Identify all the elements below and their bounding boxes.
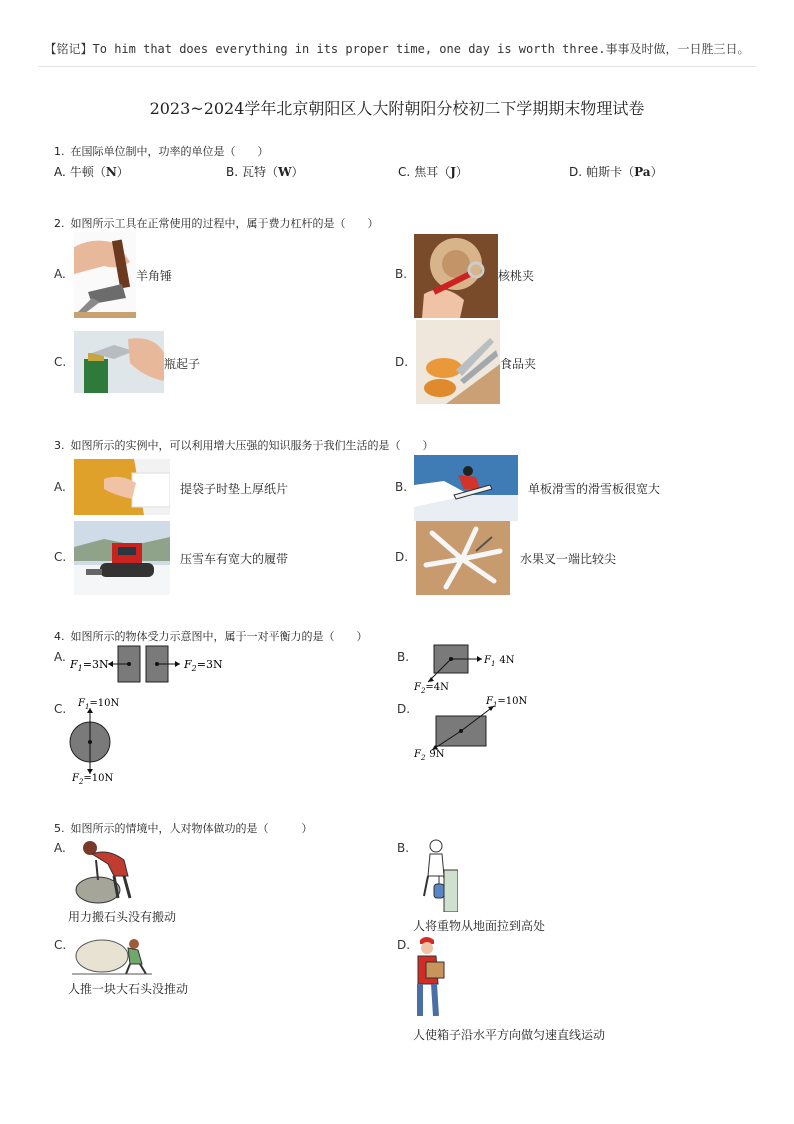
q5-option-d-label[interactable]: D. <box>397 938 411 952</box>
q4-option-c-label[interactable]: C. <box>54 702 67 716</box>
carrying-box-image <box>412 934 448 1020</box>
lifting-rock-image <box>68 836 144 906</box>
question-3-stem: 3. 如图所示的实例中，可以利用增大压强的知识服务于我们生活的是（ ） <box>54 439 434 452</box>
q1-option-c[interactable]: C. 焦耳（J） <box>398 165 468 179</box>
q2-option-c-label[interactable]: C. <box>54 355 67 369</box>
svg-text:F14N: $F_1$ 4N <box>484 655 515 668</box>
q2-option-a-label[interactable]: A. <box>54 267 66 281</box>
nutcracker-image <box>414 234 498 318</box>
q1-option-d[interactable]: D. 帕斯卡（Pa） <box>569 165 663 179</box>
q5-option-b-label[interactable]: B. <box>397 841 410 855</box>
q2-option-d-caption: 食品夹 <box>500 357 537 371</box>
q5-option-d-caption: 人使箱子沿水平方向做匀速直线运动 <box>413 1028 606 1042</box>
q2-option-d-label[interactable]: D. <box>395 355 409 369</box>
svg-text:F1=10N: $F_1=10N$ <box>78 698 120 711</box>
question-4-stem: 4. 如图所示的物体受力示意图中，属于一对平衡力的是（ ） <box>54 630 368 643</box>
question-1-stem: 1. 在国际单位制中，功率的单位是（ ） <box>54 145 269 158</box>
snow-groomer-image <box>74 521 170 595</box>
snowboard-image <box>414 455 518 521</box>
svg-text:F1=10N: $F_1=10N$ <box>486 696 528 709</box>
q2-option-b-label[interactable]: B. <box>395 267 408 281</box>
q4-option-a-label[interactable]: A. <box>54 650 66 664</box>
food-tongs-image <box>416 320 500 404</box>
q4-diagram-c <box>62 694 132 784</box>
q3-option-d-caption: 水果叉一端比较尖 <box>520 552 617 566</box>
q5-option-a-label[interactable]: A. <box>54 841 66 855</box>
page-title: 2023~2024学年北京朝阳区人大附朝阳分校初二下学期期末物理试卷 <box>149 99 645 118</box>
svg-text:F29N: $F_2$ 9N <box>414 749 445 762</box>
q5-option-c-label[interactable]: C. <box>54 938 67 952</box>
q4-diagram-a <box>64 642 234 686</box>
q3-option-c-caption: 压雪车有宽大的履带 <box>180 552 289 566</box>
q3-option-d-label[interactable]: D. <box>395 550 409 564</box>
q2-option-a-caption: 羊角锤 <box>136 269 173 283</box>
q1-option-a[interactable]: A. 牛顿（N） <box>54 165 129 179</box>
q3-option-b-label[interactable]: B. <box>395 480 408 494</box>
hammer-image <box>74 232 136 318</box>
question-5-stem: 5. 如图所示的情境中，人对物体做功的是（ ） <box>54 822 313 835</box>
svg-text:F1=3N: $F_1=3N$ <box>70 658 109 673</box>
header-motto: 【铭记】To him that does everything in its proper time, one day is worth three.事事及时做，一日胜三日。 <box>44 42 750 56</box>
q3-option-a-label[interactable]: A. <box>54 480 66 494</box>
q4-diagram-b <box>410 640 530 696</box>
q2-option-b-caption: 核桃夹 <box>498 269 535 283</box>
lifting-weight-image <box>414 836 458 912</box>
svg-text:F2=10N: $F_2=10N$ <box>72 773 114 784</box>
bottle-opener-image <box>74 331 164 393</box>
q5-option-b-caption: 人将重物从地面拉到高处 <box>413 919 546 933</box>
bag-paper-image <box>74 459 170 515</box>
q1-option-b[interactable]: B. 瓦特（W） <box>226 165 304 179</box>
q5-option-c-caption: 人推一块大石头没推动 <box>68 982 189 996</box>
q2-option-c-caption: 瓶起子 <box>164 357 201 371</box>
q5-option-a-caption: 用力搬石头没有搬动 <box>68 910 177 924</box>
question-2-stem: 2. 如图所示工具在正常使用的过程中，属于费力杠杆的是（ ） <box>54 217 379 230</box>
svg-text:F2=4N: $F_2=4N$ <box>414 682 449 695</box>
q4-option-d-label[interactable]: D. <box>397 702 411 716</box>
svg-text:F2=3N: $F_2=3N$ <box>184 658 223 673</box>
q3-option-a-caption: 提袋子时垫上厚纸片 <box>180 482 289 496</box>
pushing-rock-image <box>72 932 152 976</box>
q3-option-c-label[interactable]: C. <box>54 550 67 564</box>
q4-diagram-d <box>410 694 530 764</box>
q3-option-b-caption: 单板滑雪的滑雪板很宽大 <box>528 482 661 496</box>
fruit-fork-image <box>416 521 510 595</box>
header-divider <box>38 66 756 67</box>
q4-option-b-label[interactable]: B. <box>397 650 410 664</box>
